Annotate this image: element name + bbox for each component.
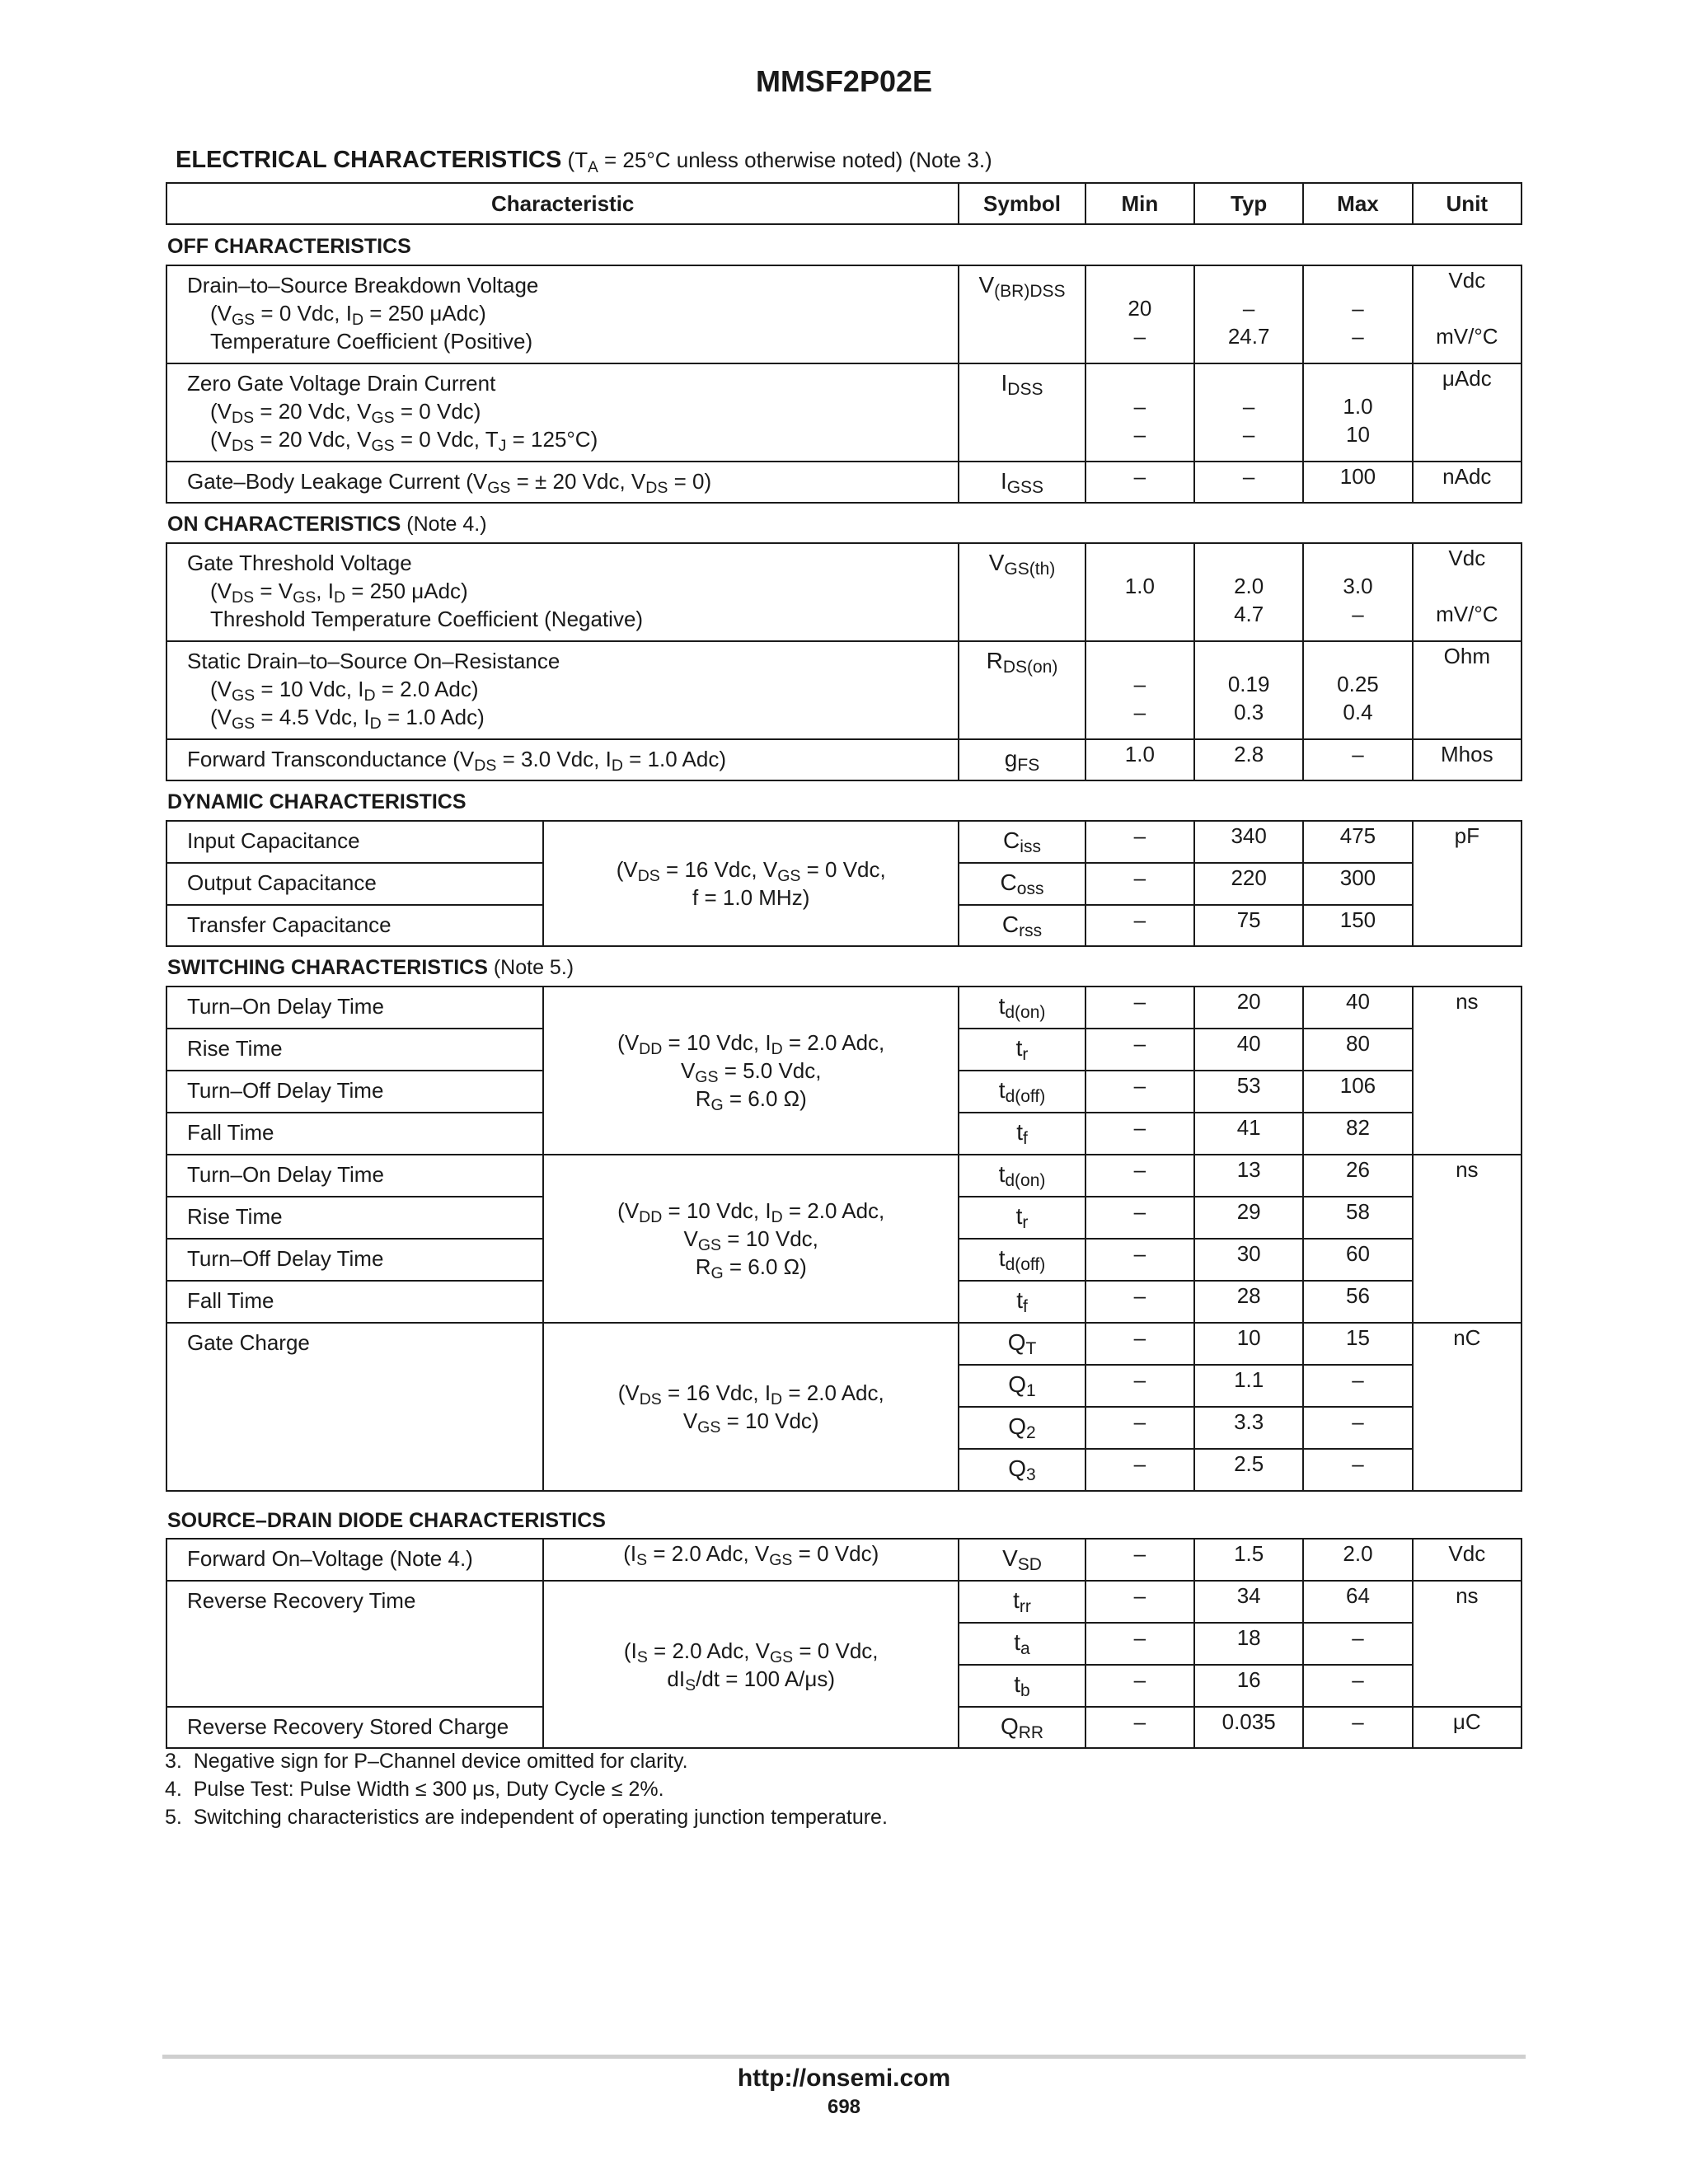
sw2-toff-symbol: $t_{d(off)}$: [959, 1239, 1085, 1281]
table-row: [166, 1323, 1522, 1365]
vgsth-characteristic: Gate Threshold Voltage ($V_{DS} = V_{GS}$, $I_D = 250$ μAdc) Threshold Temperature Coefficient (Negative): [166, 543, 959, 641]
gfs-characteristic: Forward Transconductance ($V_{DS} = 3.0$ Vdc, $I_D = 1.0$ Adc): [166, 739, 959, 780]
q2-symbol: $Q_2$: [959, 1407, 1085, 1449]
table-row: [166, 265, 1522, 363]
coss-characteristic: Output Capacitance: [166, 863, 543, 905]
rdson-max: 0.25 0.4: [1303, 641, 1412, 739]
sw1-tf-symbol: $t_f$: [959, 1113, 1085, 1155]
sw2-tr-max: 58: [1303, 1197, 1412, 1239]
trr-symbol: $t_{rr}$: [959, 1581, 1085, 1623]
table-row: [166, 462, 1522, 503]
col-typ: Typ: [1194, 183, 1303, 224]
qt-max: 15: [1303, 1323, 1412, 1365]
q3-symbol: $Q_3$: [959, 1449, 1085, 1491]
footer-url-link[interactable]: http://onsemi.com: [737, 2064, 951, 2092]
tb-min: –: [1085, 1665, 1194, 1707]
tb-typ: 16: [1194, 1665, 1303, 1707]
idss-unit: μAdc: [1413, 363, 1522, 462]
sw1-tf-max: 82: [1303, 1113, 1412, 1155]
rdson-typ: 0.19 0.3: [1194, 641, 1303, 739]
bvdss-min: 20 –: [1085, 265, 1194, 363]
col-min: Min: [1085, 183, 1194, 224]
sw1-tf-characteristic: Fall Time: [166, 1113, 543, 1155]
table-heading: [176, 147, 992, 174]
ciss-symbol: $C_{iss}$: [959, 821, 1085, 863]
col-max: Max: [1303, 183, 1412, 224]
qrr-max: –: [1303, 1707, 1412, 1748]
switching-group1-conditions: ($V_{DD} = 10$ Vdc, $I_D = 2.0$ Adc, $V_{GS} = 5.0$ Vdc, $R_G = 6.0$ Ω): [543, 987, 959, 1155]
sw1-tr-min: –: [1085, 1029, 1194, 1071]
ta-max: –: [1303, 1623, 1412, 1665]
note-3: 3. Negative sign for P–Channel device omitted for clarity.: [165, 1750, 688, 1773]
gate-charge-conditions: ($V_{DS} = 16$ Vdc, $I_D = 2.0$ Adc, $V_{GS} = 10$ Vdc): [543, 1323, 959, 1491]
vsd-typ: 1.5: [1194, 1539, 1303, 1581]
qrr-min: –: [1085, 1707, 1194, 1748]
q1-min: –: [1085, 1365, 1194, 1407]
igss-characteristic: Gate–Body Leakage Current ($V_{GS}$ = ± 20 Vdc, $V_{DS} = 0$): [166, 462, 959, 503]
ta-symbol: $t_a$: [959, 1623, 1085, 1665]
note-4: 4. Pulse Test: Pulse Width ≤ 300 μs, Duty Cycle ≤ 2%.: [165, 1778, 664, 1801]
col-unit: Unit: [1413, 183, 1522, 224]
q3-typ: 2.5: [1194, 1449, 1303, 1491]
sw1-tr-max: 80: [1303, 1029, 1412, 1071]
table-diode: [166, 1538, 1522, 1749]
sw1-tf-typ: 41: [1194, 1113, 1303, 1155]
sw1-ton-max: 40: [1303, 987, 1412, 1029]
table-row: [166, 641, 1522, 739]
heading-rest: = 25°C unless otherwise noted) (Note 3.): [598, 148, 992, 172]
qt-typ: 10: [1194, 1323, 1303, 1365]
vsd-symbol: $V_{SD}$: [959, 1539, 1085, 1581]
section-on: ON CHARACTERISTICS (Note 4.): [167, 513, 487, 536]
sw2-ton-max: 26: [1303, 1155, 1412, 1197]
sw1-ton-characteristic: Turn–On Delay Time: [166, 987, 543, 1029]
bvdss-typ: – 24.7: [1194, 265, 1303, 363]
q1-typ: 1.1: [1194, 1365, 1303, 1407]
sw1-toff-characteristic: Turn–Off Delay Time: [166, 1071, 543, 1113]
trr-unit: ns: [1413, 1581, 1522, 1707]
sw2-ton-typ: 13: [1194, 1155, 1303, 1197]
q3-max: –: [1303, 1449, 1412, 1491]
table-row: [166, 1581, 1522, 1623]
gfs-max: –: [1303, 739, 1412, 780]
bvdss-characteristic: Drain–to–Source Breakdown Voltage ($V_{GS} = 0$ Vdc, $I_D = 250$ μAdc) Temperature Coefficient (Positive): [166, 265, 959, 363]
gfs-unit: Mhos: [1413, 739, 1522, 780]
sw1-ton-typ: 20: [1194, 987, 1303, 1029]
sw1-ton-min: –: [1085, 987, 1194, 1029]
page-number: 698: [827, 2096, 861, 2118]
qt-symbol: $Q_T$: [959, 1323, 1085, 1365]
table-on: [166, 542, 1522, 781]
sw2-ton-characteristic: Turn–On Delay Time: [166, 1155, 543, 1197]
footnotes: [165, 1747, 888, 1831]
section-switching: SWITCHING CHARACTERISTICS (Note 5.): [167, 956, 574, 979]
ciss-characteristic: Input Capacitance: [166, 821, 543, 863]
q2-min: –: [1085, 1407, 1194, 1449]
section-diode: SOURCE–DRAIN DIODE CHARACTERISTICS: [167, 1509, 606, 1532]
trr-min: –: [1085, 1581, 1194, 1623]
sw2-tr-min: –: [1085, 1197, 1194, 1239]
q2-max: –: [1303, 1407, 1412, 1449]
sw2-tr-symbol: $t_r$: [959, 1197, 1085, 1239]
q1-max: –: [1303, 1365, 1412, 1407]
document-title: MMSF2P02E: [755, 64, 933, 98]
qt-min: –: [1085, 1323, 1194, 1365]
vsd-min: –: [1085, 1539, 1194, 1581]
dynamic-conditions: ($V_{DS} = 16$ Vdc, $V_{GS} = 0$ Vdc, f = 1.0 MHz): [543, 821, 959, 946]
sw1-toff-typ: 53: [1194, 1071, 1303, 1113]
igss-symbol: $I_{GSS}$: [959, 462, 1085, 503]
qrr-symbol: $Q_{RR}$: [959, 1707, 1085, 1748]
vgsth-symbol: $V_{GS(th)}$: [959, 543, 1085, 641]
trr-conditions: ($I_S = 2.0$ Adc, $V_{GS} = 0$ Vdc, $dI_S/dt = 100$ A/μs): [543, 1581, 959, 1748]
crss-min: –: [1085, 905, 1194, 946]
switching-group2-conditions: ($V_{DD} = 10$ Vdc, $I_D = 2.0$ Adc, $V_{GS} = 10$ Vdc, $R_G = 6.0$ Ω): [543, 1155, 959, 1323]
trr-typ: 34: [1194, 1581, 1303, 1623]
idss-typ: – –: [1194, 363, 1303, 462]
bvdss-symbol: $V_{(BR)DSS}$: [959, 265, 1085, 363]
sw2-tr-typ: 29: [1194, 1197, 1303, 1239]
igss-min: –: [1085, 462, 1194, 503]
sw2-toff-characteristic: Turn–Off Delay Time: [166, 1239, 543, 1281]
trr-characteristic: Reverse Recovery Time: [166, 1581, 543, 1707]
gfs-symbol: $g_{FS}$: [959, 739, 1085, 780]
table-row: [166, 987, 1522, 1029]
sw1-tr-characteristic: Rise Time: [166, 1029, 543, 1071]
ciss-typ: 340: [1194, 821, 1303, 863]
vgsth-typ: 2.0 4.7: [1194, 543, 1303, 641]
idss-max: 1.0 10: [1303, 363, 1412, 462]
heading-open: (T: [567, 148, 588, 172]
qrr-typ: 0.035: [1194, 1707, 1303, 1748]
idss-min: – –: [1085, 363, 1194, 462]
ta-min: –: [1085, 1623, 1194, 1665]
coss-max: 300: [1303, 863, 1412, 905]
q1-symbol: $Q_1$: [959, 1365, 1085, 1407]
table-dynamic: [166, 820, 1522, 947]
sw2-toff-typ: 30: [1194, 1239, 1303, 1281]
footer-divider: [162, 2055, 1526, 2059]
rdson-symbol: $R_{DS(on)}$: [959, 641, 1085, 739]
sw1-toff-min: –: [1085, 1071, 1194, 1113]
sw2-tf-symbol: $t_f$: [959, 1281, 1085, 1323]
table-header: [166, 182, 1522, 225]
table-row: [166, 363, 1522, 462]
sw1-tf-min: –: [1085, 1113, 1194, 1155]
trr-max: 64: [1303, 1581, 1412, 1623]
section-off: OFF CHARACTERISTICS: [167, 235, 411, 258]
sw2-toff-max: 60: [1303, 1239, 1412, 1281]
gfs-min: 1.0: [1085, 739, 1194, 780]
tb-symbol: $t_b$: [959, 1665, 1085, 1707]
vgsth-unit: Vdc mV/°C: [1413, 543, 1522, 641]
coss-symbol: $C_{oss}$: [959, 863, 1085, 905]
vgsth-min: 1.0: [1085, 543, 1194, 641]
ciss-max: 475: [1303, 821, 1412, 863]
sw2-tf-max: 56: [1303, 1281, 1412, 1323]
q3-min: –: [1085, 1449, 1194, 1491]
heading-main: ELECTRICAL CHARACTERISTICS: [176, 147, 562, 173]
crss-characteristic: Transfer Capacitance: [166, 905, 543, 946]
dynamic-unit: pF: [1413, 821, 1522, 946]
rdson-min: – –: [1085, 641, 1194, 739]
igss-unit: nAdc: [1413, 462, 1522, 503]
gfs-typ: 2.8: [1194, 739, 1303, 780]
crss-symbol: $C_{rss}$: [959, 905, 1085, 946]
table-row: [166, 543, 1522, 641]
q2-typ: 3.3: [1194, 1407, 1303, 1449]
sw2-tf-characteristic: Fall Time: [166, 1281, 543, 1323]
note-5: 5. Switching characteristics are independent of operating junction temperature.: [165, 1806, 888, 1829]
sw2-ton-min: –: [1085, 1155, 1194, 1197]
table-row: [166, 821, 1522, 863]
switching-group2-unit: ns: [1413, 1155, 1522, 1323]
idss-symbol: $I_{DSS}$: [959, 363, 1085, 462]
switching-group1-unit: ns: [1413, 987, 1522, 1155]
igss-max: 100: [1303, 462, 1412, 503]
vsd-max: 2.0: [1303, 1539, 1412, 1581]
sw1-tr-typ: 40: [1194, 1029, 1303, 1071]
sw2-tf-min: –: [1085, 1281, 1194, 1323]
sw2-ton-symbol: $t_{d(on)}$: [959, 1155, 1085, 1197]
table-row: [166, 1539, 1522, 1581]
crss-typ: 75: [1194, 905, 1303, 946]
table-switching: [166, 986, 1522, 1492]
sw1-toff-max: 106: [1303, 1071, 1412, 1113]
gate-charge-unit: nC: [1413, 1323, 1522, 1491]
qrr-unit: μC: [1413, 1707, 1522, 1748]
ciss-min: –: [1085, 821, 1194, 863]
table-off: [166, 265, 1522, 504]
heading-sub: A: [588, 159, 598, 176]
sw1-toff-symbol: $t_{d(off)}$: [959, 1071, 1085, 1113]
col-characteristic: Characteristic: [166, 183, 959, 224]
coss-typ: 220: [1194, 863, 1303, 905]
sw1-tr-symbol: $t_r$: [959, 1029, 1085, 1071]
table-row: [166, 1155, 1522, 1197]
crss-max: 150: [1303, 905, 1412, 946]
ta-typ: 18: [1194, 1623, 1303, 1665]
rdson-characteristic: Static Drain–to–Source On–Resistance ($V_{GS} = 10$ Vdc, $I_D = 2.0$ Adc) ($V_{GS} = 4.5$ Vdc, $I_D = 1.0$ Adc): [166, 641, 959, 739]
sw1-ton-symbol: $t_{d(on)}$: [959, 987, 1085, 1029]
vgsth-max: 3.0 –: [1303, 543, 1412, 641]
qrr-characteristic: Reverse Recovery Stored Charge: [166, 1707, 543, 1748]
vsd-unit: Vdc: [1413, 1539, 1522, 1581]
vsd-conditions: ($I_S = 2.0$ Adc, $V_{GS} = 0$ Vdc): [543, 1539, 959, 1581]
sw2-toff-min: –: [1085, 1239, 1194, 1281]
col-symbol: Symbol: [959, 183, 1085, 224]
bvdss-max: – –: [1303, 265, 1412, 363]
sw2-tr-characteristic: Rise Time: [166, 1197, 543, 1239]
igss-typ: –: [1194, 462, 1303, 503]
bvdss-unit: Vdc mV/°C: [1413, 265, 1522, 363]
coss-min: –: [1085, 863, 1194, 905]
table-row: [166, 739, 1522, 780]
idss-characteristic: Zero Gate Voltage Drain Current ($V_{DS} = 20$ Vdc, $V_{GS} = 0$ Vdc) ($V_{DS} = 20$ Vdc, $V_{GS} = 0$ Vdc, $T_J = 125^\circ C$): [166, 363, 959, 462]
rdson-unit: Ohm: [1413, 641, 1522, 739]
tb-max: –: [1303, 1665, 1412, 1707]
sw2-tf-typ: 28: [1194, 1281, 1303, 1323]
gate-charge-characteristic: Gate Charge: [166, 1323, 543, 1491]
section-dynamic: DYNAMIC CHARACTERISTICS: [167, 790, 467, 813]
vsd-characteristic: Forward On–Voltage (Note 4.): [166, 1539, 543, 1581]
